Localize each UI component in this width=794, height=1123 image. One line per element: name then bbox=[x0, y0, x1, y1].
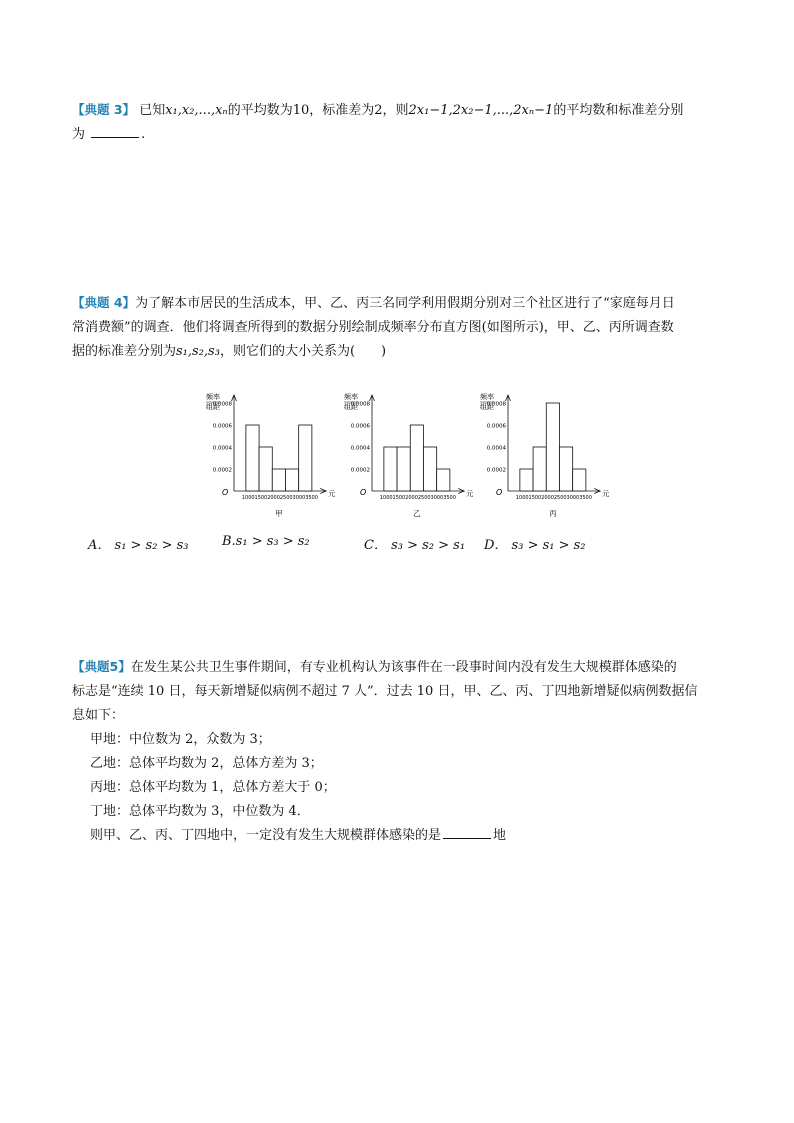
histogram-caption: 丙 bbox=[549, 509, 557, 518]
histogram-jia bbox=[196, 388, 346, 522]
q5-line1: 在发生某公共卫生事件期间，有专业机构认为该事件在一段事时间内没有发生大规模群体感染的 bbox=[130, 660, 677, 675]
q4-line3a: 据的标准差分别为 bbox=[72, 344, 177, 359]
q3-text-a: 已知 bbox=[135, 103, 166, 118]
x-tick-labels: 100015002000250030003500 bbox=[379, 495, 457, 501]
y-tick-label: 0.0006 bbox=[350, 423, 370, 430]
question-5 bbox=[72, 655, 732, 848]
q4-line3b: ，则它们的大小关系为( bbox=[219, 344, 356, 359]
y-axis-label: 频率 bbox=[480, 393, 494, 401]
q5-line3: 息如下： bbox=[72, 708, 125, 723]
q3-text-c: 的平均数和标准差分别 bbox=[553, 103, 684, 118]
histogram-bar bbox=[520, 469, 533, 491]
question-3 bbox=[72, 98, 732, 147]
histogram-yi bbox=[334, 388, 484, 522]
x-tick-labels: 100015002000250030003500 bbox=[241, 495, 319, 501]
histogram-caption: 乙 bbox=[413, 509, 421, 518]
y-tick-label: 0.0008 bbox=[212, 401, 232, 408]
q5-item-yi: 乙地：总体平均数为 2，总体方差为 3； bbox=[90, 756, 323, 771]
x-tick-labels: 100015002000250030003500 bbox=[515, 495, 593, 501]
q5-item-jia: 甲地：中位数为 2，众数为 3； bbox=[90, 732, 271, 747]
histogram-bar bbox=[259, 447, 272, 491]
origin-label: O bbox=[496, 488, 503, 497]
histogram-yi-svg bbox=[334, 388, 484, 518]
y-tick-label: 0.0002 bbox=[486, 467, 506, 474]
histogram-bing-svg bbox=[470, 388, 620, 518]
q4-line3-vars: s₁,s₂,s₃ bbox=[176, 344, 220, 359]
question-3-tag: 【典题 3】 bbox=[72, 102, 136, 117]
option-d[interactable]: D． s₃ > s₁ > s₂ bbox=[484, 538, 586, 553]
q3-text-d: 为 bbox=[72, 127, 86, 142]
y-axis-label: 频率 bbox=[344, 393, 358, 401]
histogram-bar bbox=[533, 447, 546, 491]
origin-label: O bbox=[360, 488, 367, 497]
answer-blank[interactable] bbox=[91, 123, 139, 138]
q3-end: . bbox=[141, 127, 146, 142]
q5-item-bing: 丙地：总体平均数为 1，总体方差大于 0； bbox=[90, 780, 336, 795]
y-axis-label: 频率 bbox=[206, 393, 220, 401]
q4-line3c: ) bbox=[381, 344, 387, 359]
histogram-bar bbox=[299, 425, 312, 491]
x-axis-unit: 元 bbox=[602, 490, 610, 498]
histogram-jia-svg bbox=[196, 388, 346, 518]
option-c[interactable]: C． s₃ > s₂ > s₁ bbox=[364, 538, 466, 553]
histogram-bar bbox=[272, 469, 285, 491]
y-tick-label: 0.0004 bbox=[212, 445, 232, 452]
histogram-bar bbox=[285, 469, 298, 491]
x-axis-unit: 元 bbox=[328, 490, 336, 498]
y-tick-label: 0.0002 bbox=[350, 467, 370, 474]
q3-text-b: 的平均数为10，标准差为2，则 bbox=[227, 103, 409, 118]
y-tick-label: 0.0008 bbox=[350, 401, 370, 408]
option-a[interactable]: A． s₁ > s₂ > s₃ bbox=[88, 538, 189, 553]
y-axis-label: 组距 bbox=[344, 403, 358, 411]
histogram-bar bbox=[559, 447, 572, 491]
histogram-bar bbox=[384, 447, 397, 491]
question-5-tag: 【典题5】 bbox=[72, 659, 131, 674]
histogram-bar bbox=[423, 447, 436, 491]
y-tick-label: 0.0006 bbox=[486, 423, 506, 430]
question-4 bbox=[72, 291, 732, 364]
q5-line2: 标志是“连续 10 日，每天新增疑似病例不超过 7 人”．过去 10 日，甲、乙、丙、丁四地新增疑似病例数据信 bbox=[72, 684, 698, 699]
y-axis-label: 组距 bbox=[206, 403, 220, 411]
origin-label: O bbox=[222, 488, 229, 497]
q3-vars: x₁,x₂,...,xₙ bbox=[165, 103, 228, 118]
histogram-bar bbox=[546, 403, 559, 491]
histogram-bar bbox=[246, 425, 259, 491]
q4-line1: 为了解本市居民的生活成本，甲、乙、丙三名同学利用假期分别对三个社区进行了“家庭每月日 bbox=[135, 296, 675, 311]
x-axis-unit: 元 bbox=[466, 490, 474, 498]
q3-expression: 2x₁−1,2x₂−1,...,2xₙ−1 bbox=[408, 103, 554, 118]
y-tick-label: 0.0008 bbox=[486, 401, 506, 408]
q5-final bbox=[72, 824, 732, 848]
y-tick-label: 0.0002 bbox=[212, 467, 232, 474]
q5-item-ding: 丁地：总体平均数为 3，中位数为 4． bbox=[90, 804, 310, 819]
y-axis-label: 组距 bbox=[480, 403, 494, 411]
q5-final-b: 地 bbox=[493, 828, 507, 843]
histogram-bar bbox=[573, 469, 586, 491]
y-tick-label: 0.0006 bbox=[212, 423, 232, 430]
option-b[interactable]: B.s₁ > s₃ > s₂ bbox=[222, 534, 310, 549]
q4-line2: 常消费额”的调查．他们将调查所得到的数据分别绘制成频率分布直方图(如图所示)，甲、乙、丙所调查数 bbox=[72, 320, 674, 335]
q5-final-a: 则甲、乙、丙、丁四地中，一定没有发生大规模群体感染的是 bbox=[90, 828, 442, 843]
histogram-bing bbox=[470, 388, 620, 522]
histogram-caption: 甲 bbox=[275, 509, 283, 518]
histogram-bar bbox=[397, 447, 410, 491]
histogram-bar bbox=[437, 469, 450, 491]
histogram-bar bbox=[410, 425, 423, 491]
question-4-tag: 【典题 4】 bbox=[72, 295, 136, 310]
y-tick-label: 0.0004 bbox=[350, 445, 370, 452]
y-tick-label: 0.0004 bbox=[486, 445, 506, 452]
answer-blank-5[interactable] bbox=[443, 824, 491, 839]
